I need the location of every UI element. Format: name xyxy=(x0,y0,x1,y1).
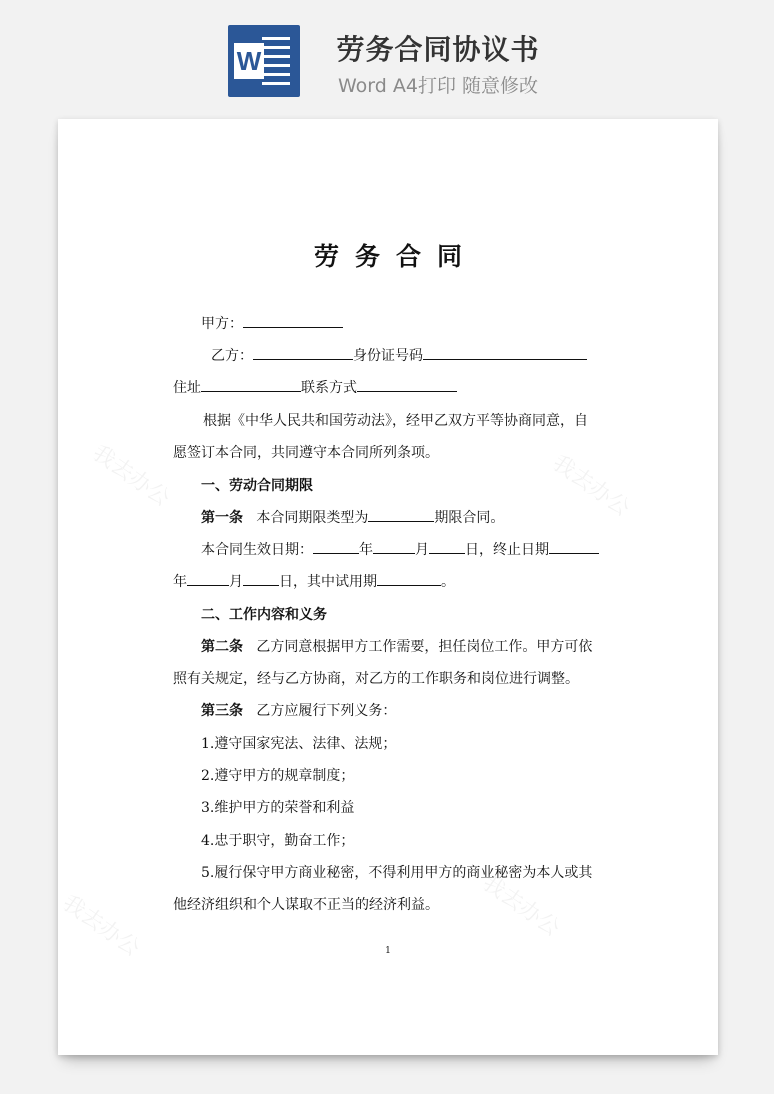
blank-field xyxy=(373,541,415,554)
blank-field xyxy=(549,541,599,554)
blank-field xyxy=(377,573,441,586)
blank-field xyxy=(357,379,457,392)
blank-field xyxy=(243,315,343,328)
section-heading-1: 一、劳动合同期限 xyxy=(201,478,313,494)
blank-field xyxy=(423,347,587,360)
article-1-text-end: 期限合同。 xyxy=(434,510,505,526)
article-2-label: 第二条 xyxy=(201,639,243,655)
duty-item-5: 5.履行保守甲方商业秘密，不得利用甲方的商业秘密为本人或其 xyxy=(201,865,593,881)
id-number-label: 身份证号码 xyxy=(353,348,423,364)
year-label: 年 xyxy=(173,574,187,590)
word-icon-letter: W xyxy=(234,43,264,79)
page-number: 1 xyxy=(385,946,391,956)
watermark: 我去办公 xyxy=(87,440,175,512)
banner-subtitle: Word A4打印 随意修改 xyxy=(337,75,538,97)
address-label: 住址 xyxy=(173,380,201,396)
address-line xyxy=(173,377,457,397)
month-label: 月 xyxy=(229,574,243,590)
intro-line-1: 根据《中华人民共和国劳动法》，经甲乙双方平等协商同意，自 xyxy=(203,413,588,429)
intro-line-2: 愿签订本合同，共同遵守本合同所列条项。 xyxy=(173,445,439,461)
duty-item-3: 3.维护甲方的荣誉和利益 xyxy=(201,800,355,816)
article-1-label: 第一条 xyxy=(201,510,243,526)
banner-title: 劳务合同协议书 xyxy=(336,33,540,66)
document-title: 劳务合同 xyxy=(313,242,478,271)
section-heading-2: 二、工作内容和义务 xyxy=(201,607,327,623)
article-1-text: 本合同期限类型为 xyxy=(256,510,369,526)
watermark: 我去办公 xyxy=(57,890,145,962)
party-b-label: 乙方： xyxy=(211,348,253,364)
article-3 xyxy=(201,700,396,720)
word-icon xyxy=(228,25,300,97)
blank-field xyxy=(368,509,434,522)
duty-item-2: 2.遵守甲方的规章制度； xyxy=(201,768,355,784)
effective-date-label: 本合同生效日期： xyxy=(201,542,313,558)
effective-date-line xyxy=(201,539,599,559)
document-page xyxy=(58,119,718,1055)
blank-field xyxy=(313,541,359,554)
article-2 xyxy=(201,636,592,656)
blank-field xyxy=(243,573,279,586)
duty-item-5-continued: 他经济组织和个人谋取不正当的经济利益。 xyxy=(173,897,439,913)
day-end-label: 日，终止日期 xyxy=(465,542,549,558)
party-a-label: 甲方： xyxy=(201,316,243,332)
end-date-line xyxy=(173,571,455,591)
banner-header xyxy=(0,0,774,110)
article-1 xyxy=(201,507,504,527)
party-b-line xyxy=(211,345,587,365)
year-label: 年 xyxy=(359,542,373,558)
article-3-label: 第三条 xyxy=(201,703,243,719)
blank-field xyxy=(187,573,229,586)
blank-field xyxy=(253,347,353,360)
duty-item-1: 1.遵守国家宪法、法律、法规； xyxy=(201,736,397,752)
article-2-continued: 照有关规定，经与乙方协商，对乙方的工作职务和岗位进行调整。 xyxy=(173,671,579,687)
article-3-text: 乙方应履行下列义务： xyxy=(256,703,397,719)
contact-label: 联系方式 xyxy=(301,380,357,396)
month-label: 月 xyxy=(415,542,429,558)
watermark: 我去办公 xyxy=(547,450,635,522)
article-2-text: 乙方同意根据甲方工作需要，担任岗位工作。甲方可依 xyxy=(256,639,593,655)
duty-item-4: 4.忠于职守，勤奋工作； xyxy=(201,833,355,849)
blank-field xyxy=(429,541,465,554)
probation-label: 日，其中试用期 xyxy=(279,574,377,590)
watermark: 我去办公 xyxy=(477,870,565,942)
party-a-line xyxy=(201,313,343,333)
word-icon-lines xyxy=(262,37,290,91)
period-end: 。 xyxy=(441,574,455,590)
blank-field xyxy=(201,379,301,392)
